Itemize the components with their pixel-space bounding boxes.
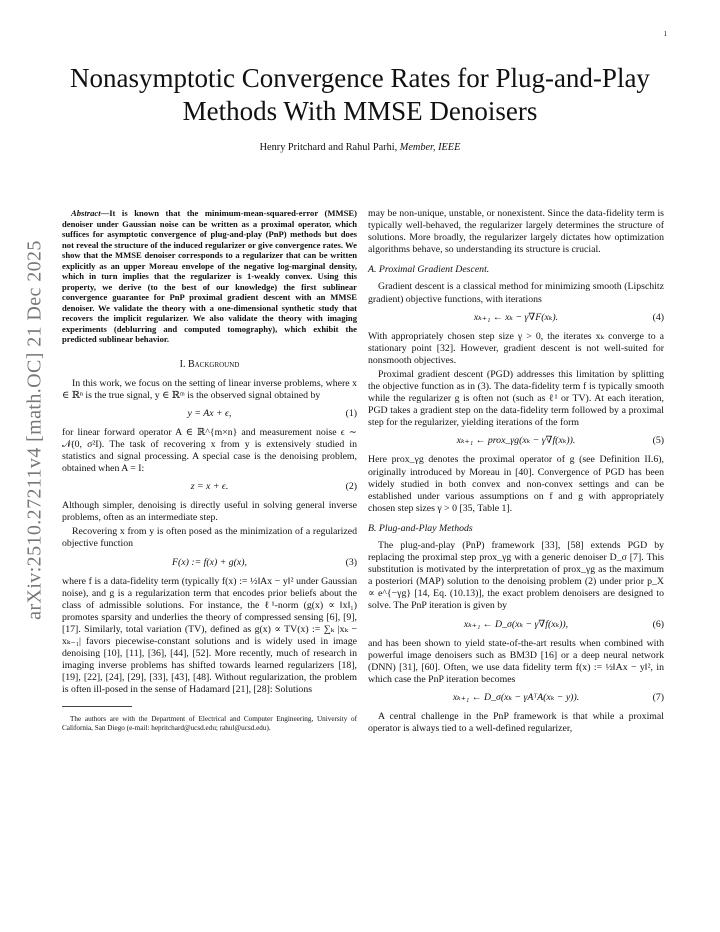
equation-number: (1) [345,407,357,419]
page-number: 1 [663,30,667,38]
paragraph: With appropriately chosen step size γ > 0, the iterates xₖ converge to a stationary point [32]. However, gradient descent is not well-suited for nonsmooth objectives. [368,330,664,366]
equation-6 [368,619,664,632]
equation-number: (6) [652,618,664,630]
equation-1 [62,408,357,421]
paragraph: where f is a data-fidelity term (typically f(x) := ½‖Ax − y‖² under Gaussian noise), and g is a regularization term that encodes prior beliefs about the class of admissible solutions. For instance, the ℓ¹-norm (g(x) ∝ ‖x‖₁) promotes sparsity and underlies the theory of compressed sensing [6], [9], [17]. Similarly, total variation (TV), defined as g(x) ∝ TV(x) := ∑ₖ |xₖ − xₖ₋₁| favors piecewise-constant solutions and is widely used in image denoising [10], [11], [36], [44], [52]. More recently, much of research in imaging inverse problems has shifted towards learned regularizers [18], [19], [22], [24], [29], [33], [43], [48]. Without regularization, the problem is often ill-posed in the sense of Hadamard [21], [28]: Solutions [62,575,357,696]
paragraph: A central challenge in the PnP framework is that while a proximal operator is always tied to a well-defined regularizer, [368,710,664,734]
arxiv-stamp-text: arXiv:2510.27211v4 [math.OC] 21 Dec 2025 [23,240,46,620]
footnote-rule [62,706,132,707]
equation-body: y = Ax + ϵ, [187,407,232,419]
left-column [62,208,357,735]
equation-body: xₖ₊₁ ← D_σ(xₖ − γAᵀA(xₖ − y)). [452,691,580,703]
subsection-heading-pgd: A. Proximal Gradient Descent. [368,264,490,276]
equation-body: F(x) := f(x) + g(x), [172,556,247,568]
authors [55,142,665,153]
paragraph: Here prox_γg denotes the proximal operator of g (see Definition II.6), originally introduced by Moreau in [40]. Convergence of PGD has been widely studied in both convex and non-convex settings and can be established under various assumptions on f and g with appropriately chosen step sizes γ > 0 [35, Table 1]. [368,454,664,514]
equation-number: (5) [652,435,664,447]
equation-3 [62,557,357,570]
paragraph: In this work, we focus on the setting of linear inverse problems, where x ∈ ℝⁿ is the true signal, y ∈ ℝᵐ is the observed signal obtained by [62,377,357,401]
paragraph: for linear forward operator A ∈ ℝ^{m×n} and measurement noise ϵ ∼ 𝒩(0, σ²I). The task of recovering x from y is extensively studied in statistics and signal processing. A special case is the denoising problem, obtained when A = I: [62,426,357,475]
equation-body: z = x + ϵ. [190,481,229,493]
equation-4 [368,312,664,325]
paragraph: may be non-unique, unstable, or nonexistent. Since the data-fidelity term is typically well-behaved, the regularizer largely determines the structure of solutions. More broadly, the regularizer largely dictates how optimization algorithms behave, so understanding its structure is crucial. [368,208,664,256]
abstract-text: —It is known that the minimum-mean-squared-error (MMSE) denoiser under Gaussian noise can be written as a proximal operator, which suffices for asymptotic convergence of plug-and-play (PnP) methods but does not reveal the structure of the induced regularizer or give convergence rates. We show that the MMSE denoiser corresponds to a regularizer that can be written explicitly as an upper Moreau envelope of the negative log-marginal density, which in turn implies that the regularizer is 1-weakly convex. Using this property, we derive (to the best of our knowledge) the first sublinear convergence guarantee for PnP proximal gradient descent with an MMSE denoiser. We validate the theory with a one-dimensional synthetic study that recovers the implicit regularizer. We also validate the theory with imaging experiments (deblurring and computed tomography), which exhibit the predicted sublinear behavior. [62,208,357,344]
equation-body: xₖ₊₁ ← xₖ − γ∇F(xₖ). [473,311,559,323]
paragraph: Recovering x from y is often posed as the minimization of a regularized objective function [62,526,357,550]
section-heading-background: I. Background [179,358,240,370]
paragraph: Gradient descent is a classical method for minimizing smooth (Lipschitz gradient) objective functions, with iterations [368,281,664,305]
author-membership: Member, IEEE [399,142,461,153]
paragraph: Proximal gradient descent (PGD) addresses this limitation by splitting the objective function as in (3). The data-fidelity term f is typically smooth while the regularizer g is often not (such as ℓ¹ or TV). At each iteration, PGD takes a gradient step on the data-fidelity term followed by a proximal step for the regularizer, yielding iterations of the form [368,368,664,429]
equation-number: (3) [345,556,357,568]
arxiv-stamp [24,180,46,680]
equation-7 [368,692,664,705]
equation-number: (4) [652,311,664,323]
equation-5 [368,435,664,448]
equation-2 [62,481,357,494]
abstract-label: Abstract [71,208,101,218]
abstract [62,208,357,345]
paragraph: The plug-and-play (PnP) framework [33], [58] extends PGD by replacing the proximal step prox_γg with a generic denoiser D_σ [7]. This substitution is motivated by the interpretation of prox_γg as the maximum a posteriori (MAP) solution to the denoising problem (2) under prior p_X ∝ e^{−γg} [14, Eq. (10.13)], the exact problem denoisers are designed to solve. The PnP iteration is given by [368,539,664,612]
footnote: The authors are with the Department of Electrical and Computer Engineering, University of California, San Diego (e-mail: hepritchard@ucsd.edu; rahul@ucsd.edu). [62,715,357,733]
paper-title: Nonasymptotic Convergence Rates for Plug-and-Play Methods With MMSE Denoisers [70,63,650,126]
author-names: Henry Pritchard and Rahul Parhi, [259,142,398,153]
paragraph: Although simpler, denoising is directly useful in solving general inverse problems, often as an intermediate step. [62,500,357,524]
paragraph: and has been shown to yield state-of-the-art results when combined with powerful image denoisers such as BM3D [16] or a deep neural network (DNN) [31], [60]. Often, we use data fidelity term f(x) := ½‖Ax − y‖², in which case the PnP iteration becomes [368,637,664,685]
equation-number: (7) [652,691,664,703]
right-column [368,208,664,737]
subsection-heading-pnp: B. Plug-and-Play Methods [368,522,473,534]
equation-body: xₖ₊₁ ← prox_γg(xₖ − γ∇f(xₖ)). [456,435,576,447]
equation-number: (2) [345,481,357,493]
equation-body: xₖ₊₁ ← D_σ(xₖ − γ∇f(xₖ)), [463,618,569,630]
